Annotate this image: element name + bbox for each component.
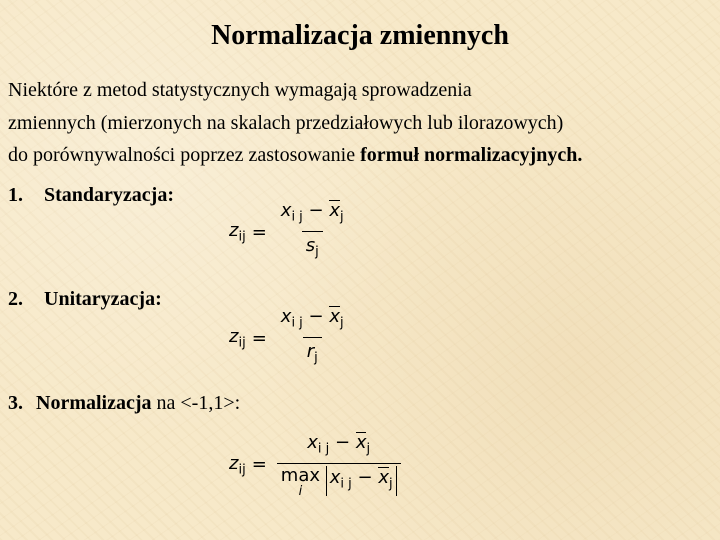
formula-fraction xyxy=(277,200,348,264)
item-number: 3. xyxy=(8,392,23,414)
item-number: 1. xyxy=(8,184,23,206)
formula-standaryzacja xyxy=(229,200,348,264)
item-label: Standaryzacja: xyxy=(44,184,174,206)
formula-lhs: $z_{ij}$ xyxy=(229,325,246,351)
item-normalizacja xyxy=(8,389,240,417)
fraction-denominator xyxy=(277,463,401,498)
fraction-denominator: $r_j$ xyxy=(303,337,322,371)
item-label: Normalizacja xyxy=(36,392,152,414)
intro-paragraph xyxy=(8,74,714,172)
fraction-numerator: $x_{i j} - x_j$ xyxy=(280,306,344,331)
formula-equals: = xyxy=(251,221,267,243)
item-label: Unitaryzacja: xyxy=(44,288,162,310)
fraction-numerator: $x_{i j} - x_j$ xyxy=(307,432,371,457)
fraction-numerator: $x_{i j} - x_j$ xyxy=(280,200,344,225)
intro-line-2: zmiennych (mierzonych na skalach przedziałowych lub ilorazowych) xyxy=(8,111,564,134)
formula-fraction xyxy=(277,432,401,498)
absolute-value: $x_{i j} - x_j$ xyxy=(326,466,397,497)
intro-line-1: Niektóre z metod statystycznych wymagają sprowadzenia xyxy=(8,79,472,101)
formula-equals: = xyxy=(251,454,267,476)
formula-lhs: $z_{ij}$ xyxy=(229,219,246,245)
formula-fraction xyxy=(277,306,348,370)
item-number: 2. xyxy=(8,288,23,310)
formula-equals: = xyxy=(251,327,267,349)
slide-title: Normalizacja zmiennych xyxy=(211,20,509,51)
formula-normalizacja xyxy=(229,432,401,498)
intro-line-3 xyxy=(8,139,714,172)
intro-line-3-bold: formuł normalizacyjnych. xyxy=(360,144,583,166)
item-standaryzacja xyxy=(8,181,174,209)
formula-lhs: $z_{ij}$ xyxy=(229,452,246,478)
max-operator: max i xyxy=(280,464,320,499)
item-unitaryzacja xyxy=(8,285,162,313)
fraction-denominator: $s_j$ xyxy=(302,231,323,265)
item-label-suffix: na <-1,1>: xyxy=(151,392,241,414)
intro-line-3-plain: do porównywalności poprzez zastosowanie xyxy=(8,144,361,166)
formula-unitaryzacja xyxy=(229,306,348,370)
